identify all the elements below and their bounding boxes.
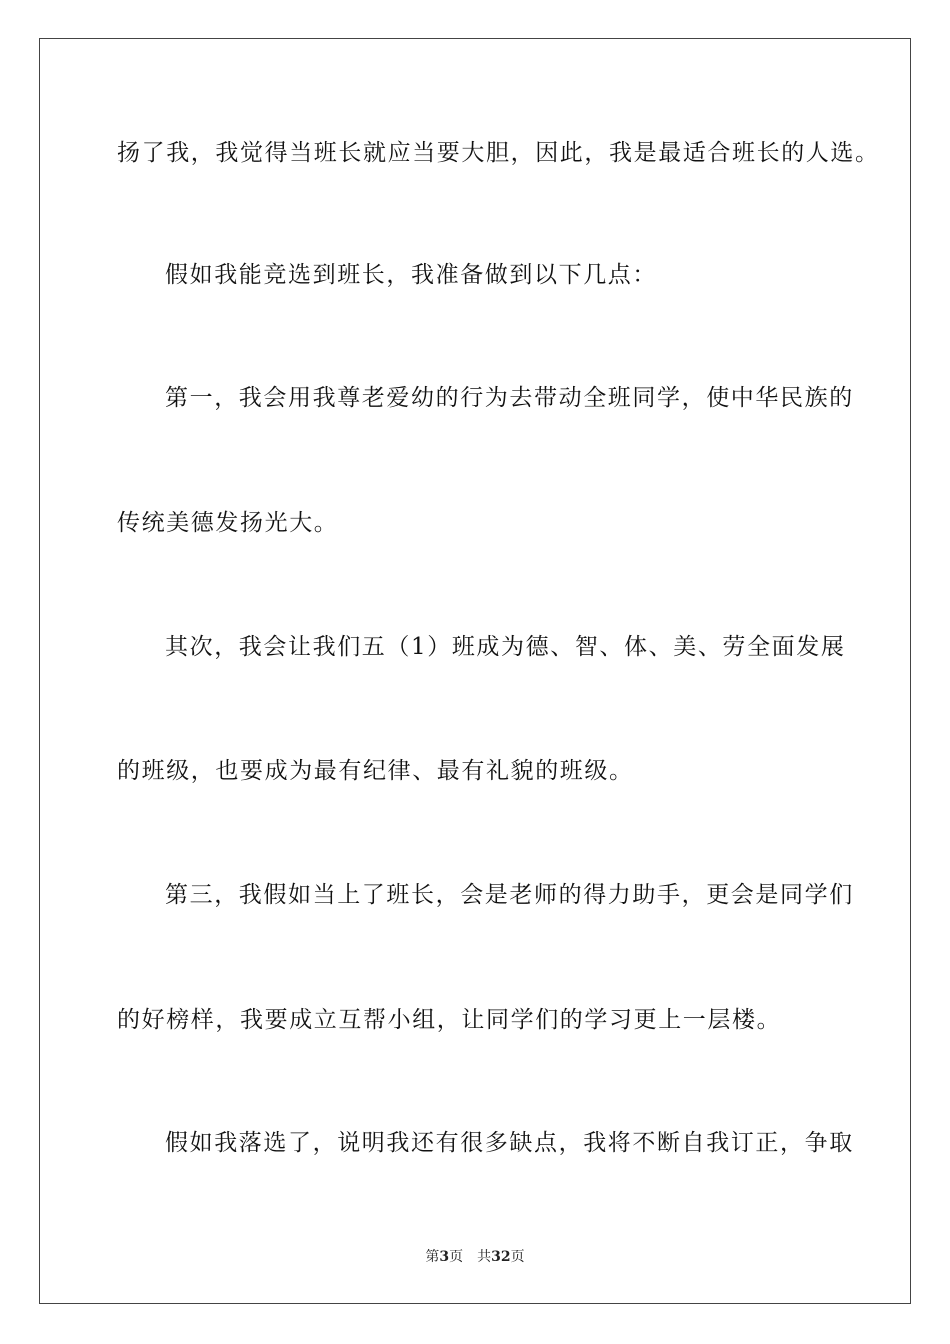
paragraph-line-8: 的好榜样，我要成立互帮小组，让同学们的学习更上一层楼。 <box>117 1007 782 1033</box>
page-prefix: 第 <box>425 1249 440 1265</box>
total-prefix: 共 <box>477 1249 492 1265</box>
page-suffix: 页 <box>449 1249 464 1265</box>
page-border <box>39 38 911 1304</box>
paragraph-line-9: 假如我落选了，说明我还有很多缺点，我将不断自我订正，争取 <box>165 1130 854 1156</box>
paragraph-line-5: 其次，我会让我们五（1）班成为德、智、体、美、劳全面发展 <box>165 634 846 660</box>
paragraph-line-4: 传统美德发扬光大。 <box>117 510 339 536</box>
total-suffix: 页 <box>510 1249 525 1265</box>
paragraph-line-3: 第一，我会用我尊老爱幼的行为去带动全班同学，使中华民族的 <box>165 385 854 411</box>
paragraph-line-7: 第三，我假如当上了班长，会是老师的得力助手，更会是同学们 <box>165 882 854 908</box>
total-pages: 32 <box>491 1249 511 1265</box>
page-number: 3 <box>439 1249 450 1265</box>
page-footer <box>0 1247 950 1267</box>
paragraph-line-2: 假如我能竞选到班长，我准备做到以下几点： <box>165 262 657 288</box>
paragraph-line-1: 扬了我，我觉得当班长就应当要大胆，因此，我是最适合班长的人选。 <box>117 140 880 166</box>
paragraph-line-6: 的班级，也要成为最有纪律、最有礼貌的班级。 <box>117 758 634 784</box>
